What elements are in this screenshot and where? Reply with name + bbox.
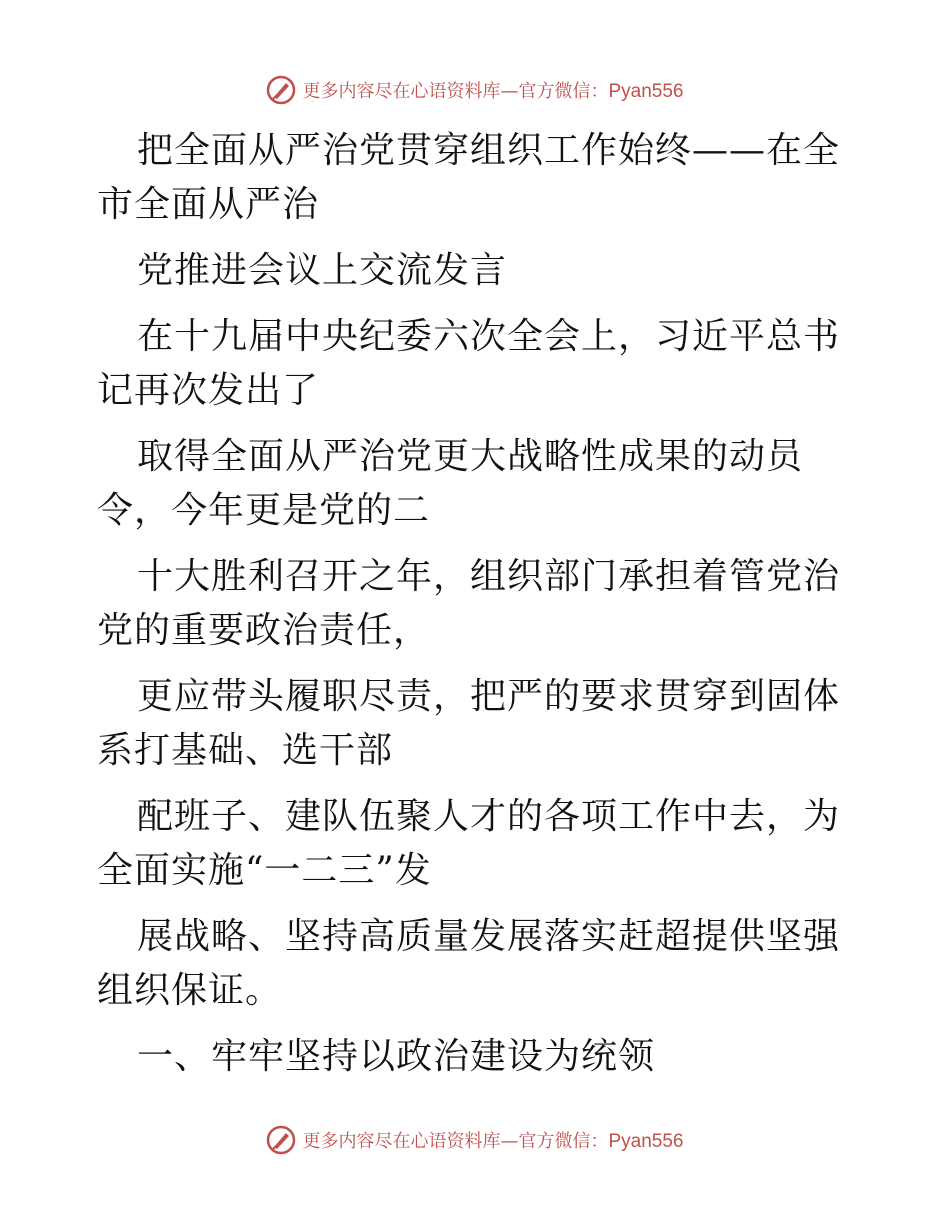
body-paragraph: 配班子、建队伍聚人才的各项工作中去，为全面实施“一二三”发 [97, 796, 841, 891]
quill-logo-icon [266, 75, 296, 105]
header-watermark-text [302, 77, 683, 103]
footer-watermark-main: 更多内容尽在心语资料库 [302, 1131, 501, 1152]
footer-watermark-text [302, 1127, 683, 1153]
body-paragraph: 更应带头履职尽责，把严的要求贯穿到固体系打基础、选干部 [97, 676, 841, 771]
document-body [97, 124, 853, 1096]
header-watermark-main: 更多内容尽在心语资料库 [302, 81, 501, 102]
footer-watermark-suffix: 官方微信： [518, 1131, 609, 1152]
header-watermark-separator: — [500, 81, 519, 102]
body-paragraph: 十大胜利召开之年，组织部门承担着管党治党的重要政治责任， [97, 556, 841, 651]
document-subtitle: 党推进会议上交流发言 [137, 250, 508, 291]
header-watermark-id: Pyan556 [608, 81, 684, 102]
footer-watermark-separator: — [500, 1131, 519, 1152]
body-paragraph: 在十九届中央纪委六次全会上，习近平总书记再次发出了 [97, 316, 841, 411]
header-watermark-suffix: 官方微信： [518, 81, 609, 102]
body-paragraph: 取得全面从严治党更大战略性成果的动员令，今年更是党的二 [97, 436, 804, 531]
body-paragraph: 展战略、坚持高质量发展落实赶超提供坚强组织保证。 [97, 916, 841, 1011]
section-heading: 一、牢牢坚持以政治建设为统领 [137, 1036, 656, 1077]
header-watermark-banner [0, 70, 950, 110]
footer-watermark-banner [0, 1120, 950, 1160]
document-title: 把全面从严治党贯穿组织工作始终——在全市全面从严治 [97, 130, 841, 225]
footer-watermark-id: Pyan556 [608, 1131, 684, 1152]
quill-logo-icon [266, 1125, 296, 1155]
